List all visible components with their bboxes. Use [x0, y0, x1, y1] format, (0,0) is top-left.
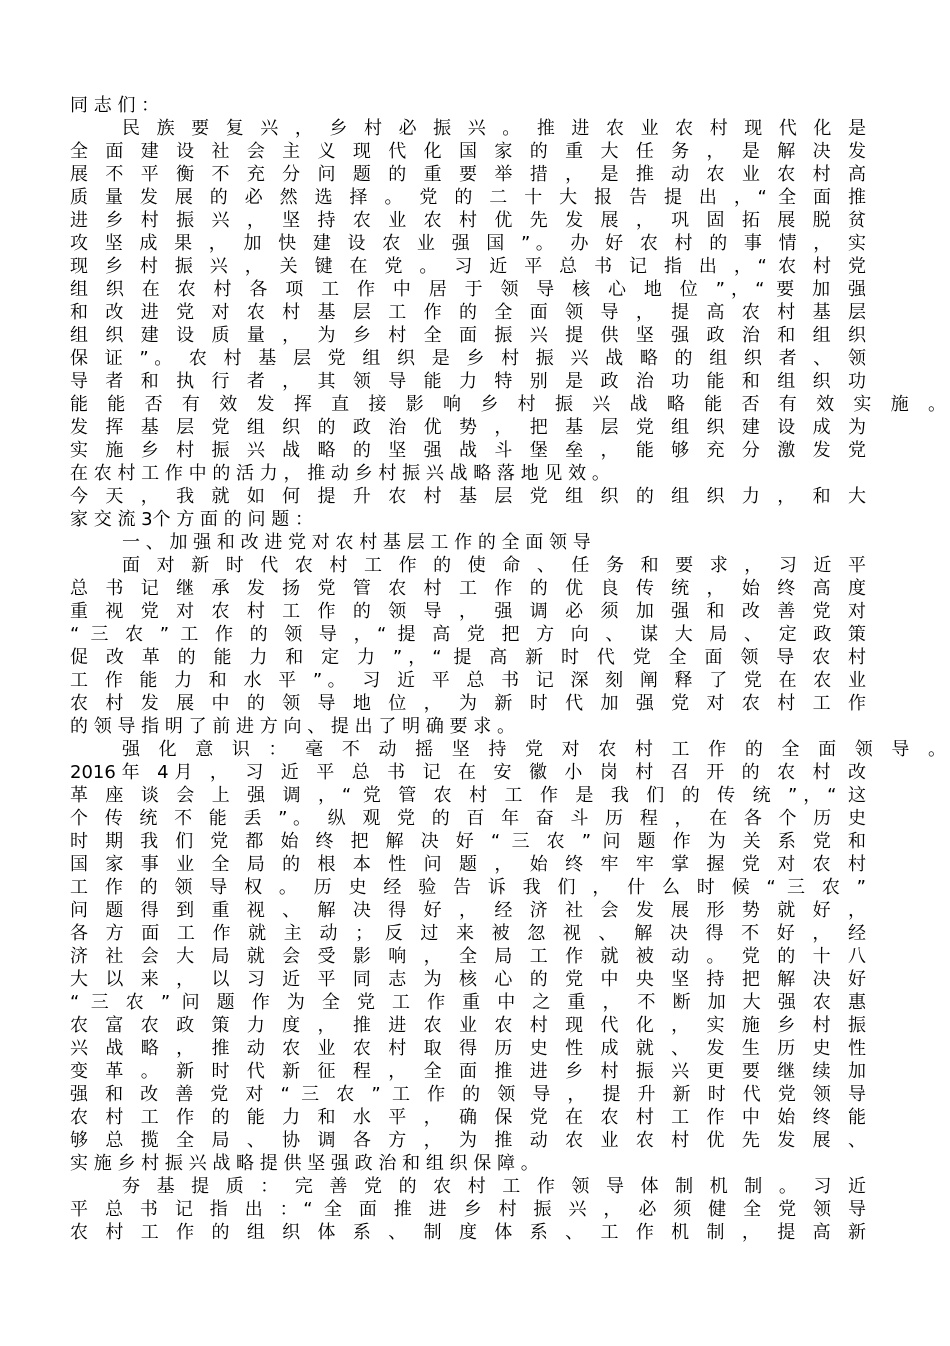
- text-line: 个 传 统 不 能 丢 ”。 纵 观 党 的 百 年 奋 斗 历 程 ， 在 各 个 历 史: [70, 808, 866, 829]
- text-line: 实 施 乡 村 振 兴 战 略 的 坚 强 战 斗 堡 垒 ， 能 够 充 分 激 发 党: [70, 440, 866, 461]
- text-line: 攻 坚 成 果 ， 加 快 建 设 农 业 强 国 ”。 办 好 农 村 的 事 情 ， 实: [70, 233, 866, 254]
- text-line: 保 证 ”。 农 村 基 层 党 组 织 是 乡 村 振 兴 战 略 的 组 织 者 、 领: [70, 348, 866, 369]
- text-line: “ 三 农 ” 工 作 的 领 导 ，“ 提 高 党 把 方 向 、 谋 大 局 、 定 政 策: [70, 624, 866, 645]
- text-line: 导 者 和 执 行 者 ， 其 领 导 能 力 特 别 是 政 治 功 能 和 组 织 功: [70, 371, 866, 392]
- text-line: “ 三 农 ” 问 题 作 为 全 党 工 作 重 中 之 重 ， 不 断 加 大 强 农 惠: [70, 992, 866, 1013]
- text-line: 现 乡 村 振 兴 ， 关 键 在 党 。 习 近 平 总 书 记 指 出 ，“ 农 村 党: [70, 256, 866, 277]
- text-line: 发 挥 基 层 党 组 织 的 政 治 优 势 ， 把 基 层 党 组 织 建 设 成 为: [70, 417, 866, 438]
- text-line: 组 织 在 农 村 各 项 工 作 中 居 于 领 导 核 心 地 位 ”，“ 要 加 强: [70, 279, 866, 300]
- text-line: 民 族 要 复 兴 ， 乡 村 必 振 兴 。 推 进 农 业 农 村 现 代 化 是: [122, 118, 866, 139]
- text-line: 农 村 发 展 中 的 领 导 地 位 ， 为 新 时 代 加 强 党 对 农 村 工 作: [70, 693, 866, 714]
- text-line: 农 村 工 作 的 组 织 体 系 、 制 度 体 系 、 工 作 机 制 ， 提 高 新: [70, 1222, 866, 1243]
- text-line: 家 交 流 3个 方 面 的 问 题 ：: [70, 509, 313, 530]
- text-line: 时 期 我 们 党 都 始 终 把 解 决 好 “ 三 农 ” 问 题 作 为 关 系 党 和: [70, 831, 866, 852]
- text-line: 和 改 进 党 对 农 村 基 层 工 作 的 全 面 领 导 ， 提 高 农 村 基 层: [70, 302, 866, 323]
- text-line: 变 革 。 新 时 代 新 征 程 ， 全 面 推 进 乡 村 振 兴 更 要 继 续 加: [70, 1061, 866, 1082]
- text-line: 强 和 改 善 党 对 “ 三 农 ” 工 作 的 领 导 ， 提 升 新 时 代 党 领 导: [70, 1084, 866, 1105]
- text-line: 进 乡 村 振 兴 ， 坚 持 农 业 农 村 优 先 发 展 ， 巩 固 拓 展 脱 贫: [70, 210, 866, 231]
- text-line: 革 座 谈 会 上 强 调 ，“ 党 管 农 村 工 作 是 我 们 的 传 统 ”，“ 这: [70, 785, 866, 806]
- text-line: 展 不 平 衡 不 充 分 问 题 的 重 要 举 措 ， 是 推 动 农 业 农 村 高: [70, 164, 866, 185]
- text-line: 促 改 革 的 能 力 和 定 力 ”，“ 提 高 新 时 代 党 全 面 领 导 农 村: [70, 647, 866, 668]
- text-line: 总 书 记 继 承 发 扬 党 管 农 村 工 作 的 优 良 传 统 ， 始 终 高 度: [70, 578, 866, 599]
- text-line: 平 总 书 记 指 出 ：“ 全 面 推 进 乡 村 振 兴 ， 必 须 健 全 党 领 导: [70, 1199, 866, 1220]
- text-line: 济 社 会 大 局 就 会 受 影 响 ， 全 局 工 作 就 被 动 。 党 的 十 八: [70, 946, 866, 967]
- text-line: 组 织 建 设 质 量 ， 为 乡 村 全 面 振 兴 提 供 坚 强 政 治 和 组 织: [70, 325, 866, 346]
- text-line: 问 题 得 到 重 视 、 解 决 得 好 ， 经 济 社 会 发 展 形 势 就 好 ，: [70, 900, 866, 921]
- text-line: 今 天 ， 我 就 如 何 提 升 农 村 基 层 党 组 织 的 组 织 力 ， 和 大: [70, 486, 866, 507]
- text-line: 在 农 村 工 作 中 的 活 力 ， 推 动 乡 村 振 兴 战 略 落 地 见 效 。: [70, 463, 610, 484]
- text-line: 夯 基 提 质 ： 完 善 党 的 农 村 工 作 领 导 体 制 机 制 。 习 近: [122, 1176, 866, 1197]
- text-line: 面 对 新 时 代 农 村 工 作 的 使 命 、 任 务 和 要 求 ， 习 近 平: [122, 555, 866, 576]
- text-line: 农 富 农 政 策 力 度 ， 推 进 农 业 农 村 现 代 化 ， 实 施 乡 村 振: [70, 1015, 866, 1036]
- text-line: 工 作 能 力 和 水 平 ”。 习 近 平 总 书 记 深 刻 阐 释 了 党 在 农 业: [70, 670, 866, 691]
- text-line: 各 方 面 工 作 就 主 动 ； 反 过 来 被 忽 视 、 解 决 得 不 好 ， 经: [70, 923, 866, 944]
- text-line: 全 面 建 设 社 会 主 义 现 代 化 国 家 的 重 大 任 务 ， 是 解 决 发: [70, 141, 866, 162]
- text-line: 兴 战 略 ， 推 动 农 业 农 村 取 得 历 史 性 成 就 、 发 生 历 史 性: [70, 1038, 866, 1059]
- text-line: 实 施 乡 村 振 兴 战 略 提 供 坚 强 政 治 和 组 织 保 障 。: [70, 1153, 539, 1174]
- text-line: 大 以 来 ， 以 习 近 平 同 志 为 核 心 的 党 中 央 坚 持 把 解 决 好: [70, 969, 866, 990]
- text-line: 重 视 党 对 农 村 工 作 的 领 导 ， 强 调 必 须 加 强 和 改 善 党 对: [70, 601, 866, 622]
- text-line: 强 化 意 识 ： 毫 不 动 摇 坚 持 党 对 农 村 工 作 的 全 面 领 导 。: [122, 739, 946, 760]
- text-line: 能 能 否 有 效 发 挥 直 接 影 响 乡 村 振 兴 战 略 能 否 有 效 实 施 。: [70, 394, 946, 415]
- text-line: 农 村 工 作 的 能 力 和 水 平 ， 确 保 党 在 农 村 工 作 中 始 终 能: [70, 1107, 866, 1128]
- text-line: 工 作 的 领 导 权 。 历 史 经 验 告 诉 我 们 ， 什 么 时 候 “ 三 农 ”: [70, 877, 866, 898]
- text-line: 够 总 揽 全 局 、 协 调 各 方 ， 为 推 动 农 业 农 村 优 先 发 展 、: [70, 1130, 866, 1151]
- section-heading: 一 、 加 强 和 改 进 党 对 农 村 基 层 工 作 的 全 面 领 导: [122, 532, 591, 553]
- text-line: 的 领 导 指 明 了 前 进 方 向 、 提 出 了 明 确 要 求 。: [70, 716, 515, 737]
- text-line: 2016年 4月 ， 习 近 平 总 书 记 在 安 徽 小 岗 村 召 开 的 农 村 改: [70, 762, 866, 783]
- text-line: 国 家 事 业 全 局 的 根 本 性 问 题 ， 始 终 牢 牢 掌 握 党 对 农 村: [70, 854, 866, 875]
- text-line: 质 量 发 展 的 必 然 选 择 。 党 的 二 十 大 报 告 提 出 ，“ 全 面 推: [70, 187, 866, 208]
- salutation-line: 同 志 们 ：: [70, 95, 160, 116]
